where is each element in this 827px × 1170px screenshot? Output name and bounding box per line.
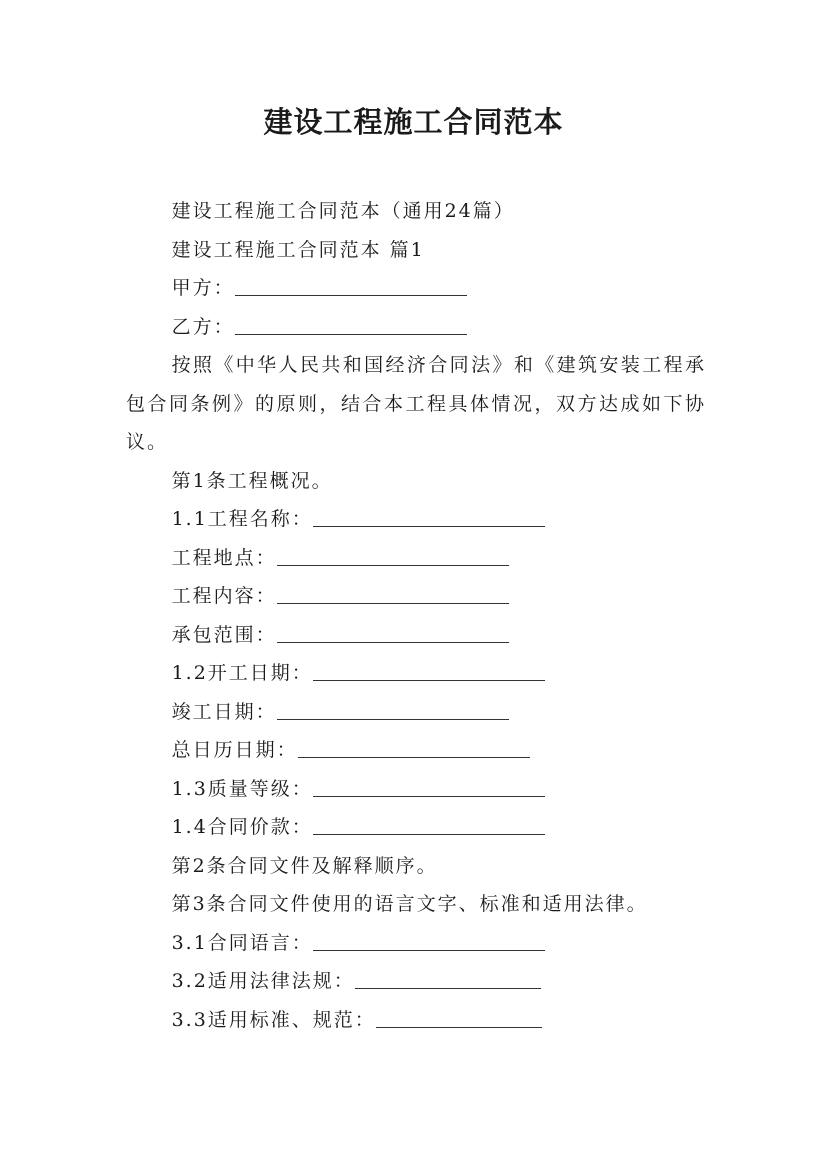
fill-in-blank (277, 581, 509, 604)
fill-in-blank (277, 697, 509, 720)
document-paragraph (126, 346, 706, 462)
document-paragraph (126, 462, 706, 501)
form-field-line (126, 962, 706, 1001)
fill-in-blank (313, 928, 545, 951)
form-field-line (126, 770, 706, 809)
form-field-line (126, 577, 706, 616)
form-field-line (126, 269, 706, 308)
paragraph-text: 甲方： (171, 277, 235, 299)
form-field-line (126, 731, 706, 770)
paragraph-text: 3.1合同语言： (171, 931, 313, 954)
paragraph-text: 建设工程施工合同范本（通用24篇） (171, 200, 515, 222)
fill-in-blank (277, 543, 509, 566)
form-field-line (126, 654, 706, 693)
fill-in-blank (313, 812, 545, 835)
fill-in-blank (313, 504, 545, 527)
fill-in-blank (313, 774, 545, 797)
fill-in-blank (313, 658, 545, 681)
form-field-line (126, 308, 706, 347)
paragraph-text: 乙方： (171, 315, 235, 338)
paragraph-text: 建设工程施工合同范本 篇1 (171, 238, 425, 261)
paragraph-text: 1.4合同价款： (171, 816, 313, 838)
paragraph-text: 3.2适用法律法规： (171, 970, 355, 992)
form-field-line (126, 539, 706, 578)
paragraph-text: 第2条合同文件及解释顺序。 (171, 854, 438, 877)
form-field-line (126, 500, 706, 539)
paragraph-text: 竣工日期： (171, 700, 277, 723)
paragraph-text: 1.3质量等级： (171, 777, 313, 800)
paragraph-text: 工程内容： (171, 585, 277, 607)
paragraph-text: 1.1工程名称： (171, 508, 313, 530)
paragraph-text: 3.3适用标准、规范： (171, 1008, 376, 1031)
form-field-line (126, 808, 706, 847)
form-field-line (126, 616, 706, 655)
document-paragraph (126, 192, 706, 231)
paragraph-text: 第3条合同文件使用的语言文字、标准和适用法律。 (171, 893, 648, 915)
paragraph-text: 总日历日期： (171, 739, 298, 761)
paragraph-text: 承包范围： (171, 623, 277, 646)
document-paragraph (126, 231, 706, 270)
fill-in-blank (298, 735, 530, 758)
paragraph-text: 1.2开工日期： (171, 662, 313, 684)
document-paragraph (126, 847, 706, 886)
fill-in-blank (235, 273, 467, 296)
fill-in-blank (277, 620, 509, 643)
paragraph-text: 工程地点： (171, 546, 277, 569)
paragraph-text: 第1条工程概况。 (171, 469, 333, 492)
fill-in-blank (235, 312, 467, 335)
form-field-line (126, 693, 706, 732)
form-field-line (126, 1001, 706, 1040)
fill-in-blank (376, 1005, 542, 1028)
document-body (126, 192, 706, 1039)
document-title: 建设工程施工合同范本 (263, 105, 564, 139)
form-field-line (126, 924, 706, 963)
fill-in-blank (355, 966, 541, 989)
document-paragraph (126, 885, 706, 924)
paragraph-text: 按照《中华人民共和国经济合同法》和《建筑安装工程承包合同条例》的原则，结合本工程具体情况，双方达成如下协议。 (126, 354, 706, 453)
